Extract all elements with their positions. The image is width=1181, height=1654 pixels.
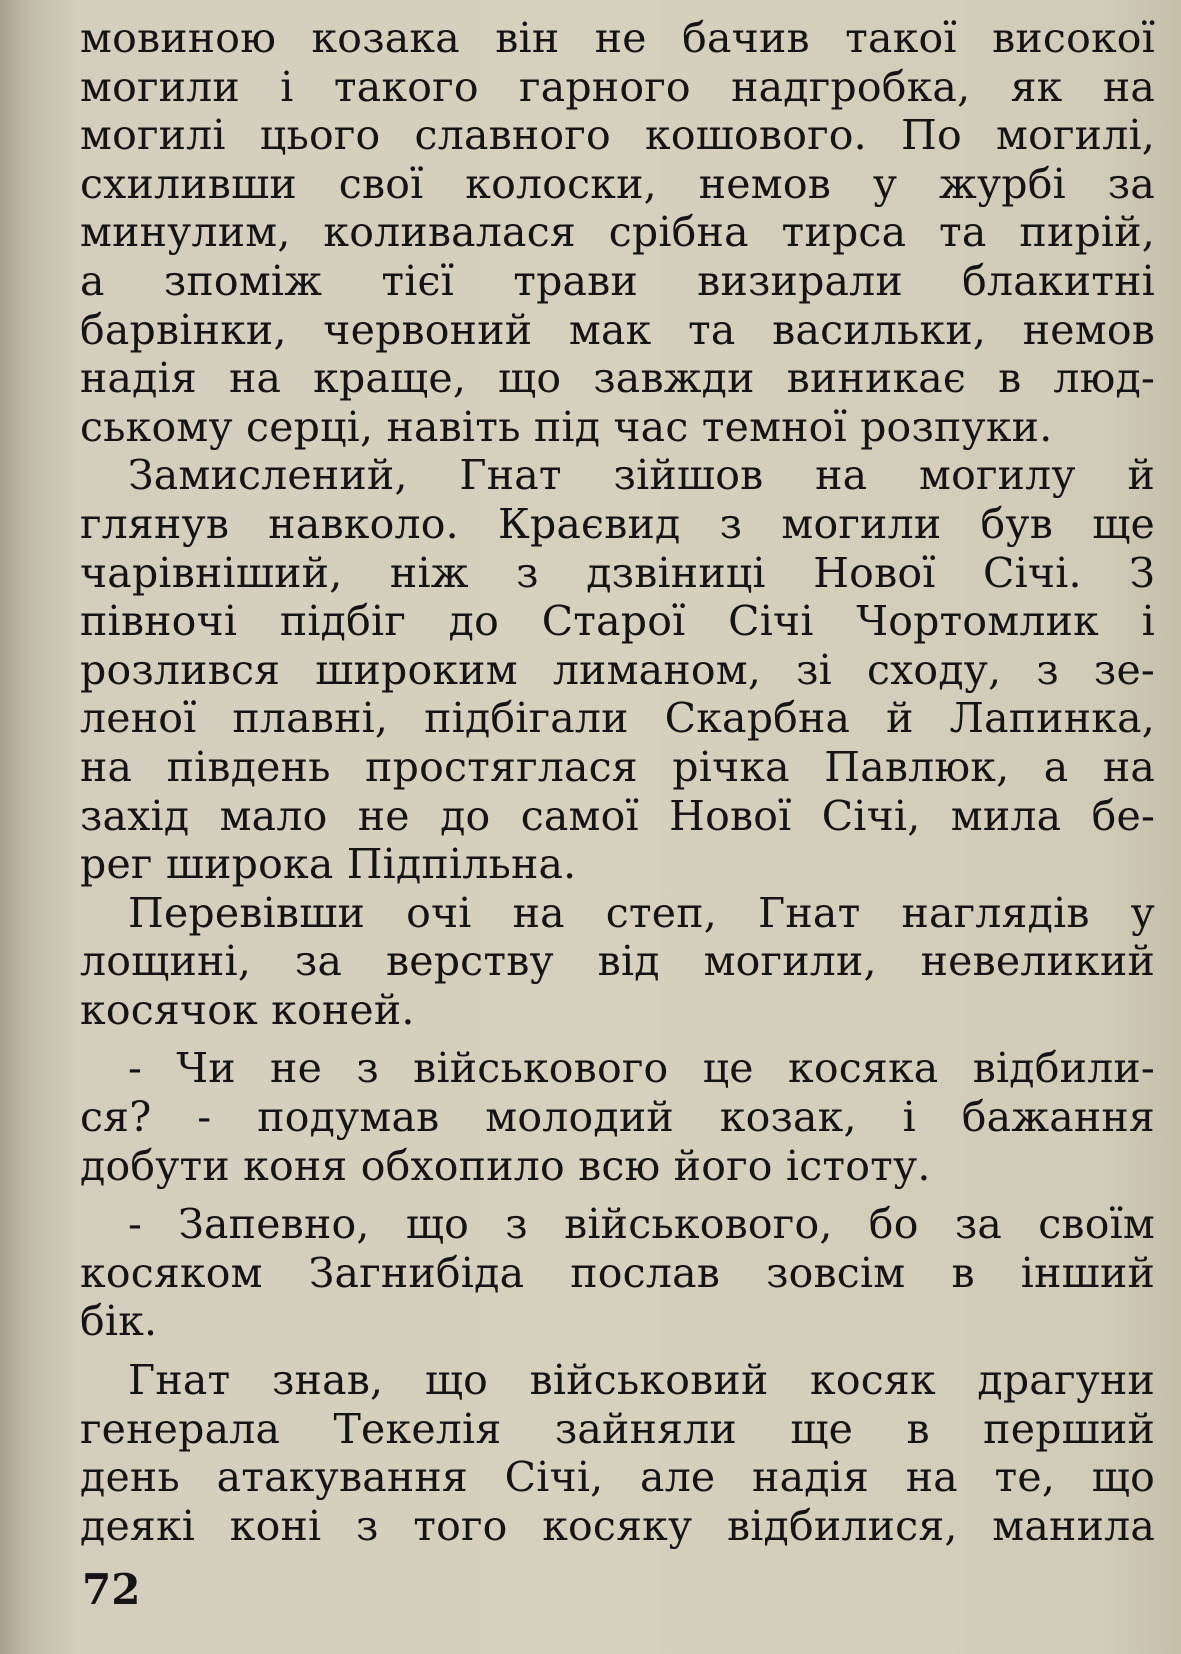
text-line: надія на краще, що завжди виникає в люд- xyxy=(80,354,1155,403)
text-line: добути коня обхопило всю його істоту. xyxy=(80,1141,931,1190)
paragraph-gap xyxy=(80,1034,1155,1044)
text-line: глянув навколо. Краєвид з могили був ще xyxy=(80,499,1155,548)
text-line: Гнат знав, що військовий косяк драгуни xyxy=(128,1356,1155,1405)
paragraph-gap xyxy=(80,1346,1155,1356)
text-line: могили і такого гарного надгробка, як на xyxy=(80,62,1155,111)
text-line: день атакування Січі, але надія на те, що xyxy=(80,1453,1155,1502)
text-line: - Чи не з військового це косяка відбили- xyxy=(128,1044,1155,1093)
text-line: могилі цього славного кошового. По могилі, xyxy=(80,111,1155,160)
text-line: - Запевно, що з військового, бо за своїм xyxy=(128,1200,1155,1249)
text-line: а зпоміж тієї трави визирали блакитні xyxy=(80,256,1155,305)
text-line: барвінки, червоний мак та васильки, немов xyxy=(80,305,1155,354)
paragraph xyxy=(80,889,1155,1035)
text-line: деякі коні з того косяку відбилися, манила xyxy=(80,1501,1155,1550)
text-line: на південь простяглася річка Павлюк, а на xyxy=(80,742,1155,791)
text-line: генерала Текелія зайняли ще в перший xyxy=(80,1404,1155,1453)
paragraph-gap xyxy=(80,1190,1155,1200)
text-line: леної плавні, підбігали Скарбна й Лапинка, xyxy=(80,694,1155,743)
text-line: минулим, коливалася срібна тирса та пирій, xyxy=(80,208,1155,257)
text-line: лощині, за верству від могили, невеликий xyxy=(80,937,1155,986)
text-line: схиливши свої колоски, немов у журбі за xyxy=(80,159,1155,208)
text-line: Замислений, Гнат зійшов на могилу й xyxy=(128,451,1155,500)
text-line: півночі підбіг до Старої Січі Чортомлик і xyxy=(80,597,1155,646)
text-line: косяком Загнибіда послав зовсім в інший xyxy=(80,1248,1155,1297)
page-number: 72 xyxy=(82,1565,141,1614)
paragraph xyxy=(80,451,1155,888)
text-line: ському серці, навіть під час темної розпуки. xyxy=(80,402,1053,451)
text-line: бік. xyxy=(80,1297,158,1346)
paragraph xyxy=(80,14,1155,451)
text-line: чарівніший, ніж з дзвіниці Нової Січі. З xyxy=(80,548,1155,597)
text-line: ся? - подумав молодий козак, і бажання xyxy=(80,1093,1155,1142)
text-line: захід мало не до самої Нової Січі, мила бе- xyxy=(80,791,1155,840)
text-line: Перевівши очі на степ, Гнат наглядів у xyxy=(128,888,1155,937)
text-line: косячок коней. xyxy=(80,985,415,1034)
paragraph xyxy=(80,1044,1155,1190)
text-line: розлився широким лиманом, зі сходу, з зе- xyxy=(80,645,1155,694)
text-line: мовиною козака він не бачив такої високої xyxy=(80,14,1155,62)
paragraph xyxy=(80,1200,1155,1346)
page-text xyxy=(80,14,1155,1550)
text-line: рег широка Підпільна. xyxy=(80,840,577,889)
paragraph xyxy=(80,1356,1155,1550)
